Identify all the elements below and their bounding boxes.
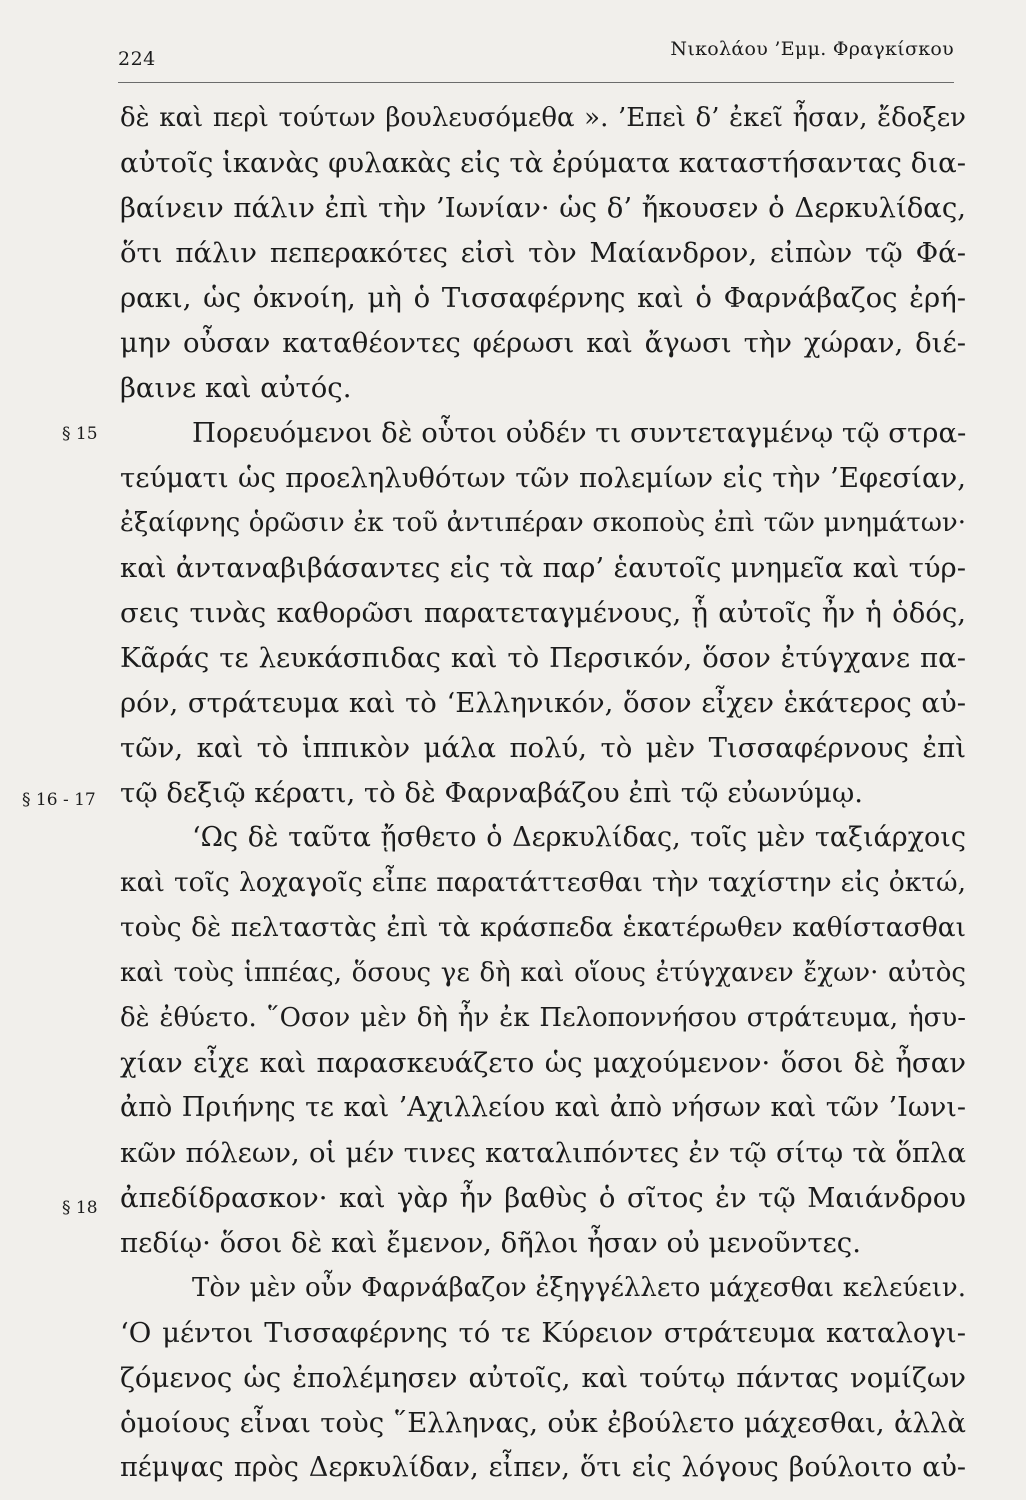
text-line: Πορευόμενοι δὲ οὗτοι οὐδέν τι συντεταγμένῳ τῷ στρα- [192,417,967,449]
text-line: μην οὖσαν καταθέοντες φέρωσι καὶ ἄγωσι τὴν χώραν, διέ- [120,327,966,359]
text-line: ζόμενος ὡς ἐπολέμησεν αὐτοῖς, καὶ τούτῳ πάντας νομίζων [120,1362,966,1394]
text-line: ἐξαίφνης ὁρῶσιν ἐκ τοῦ ἀντιπέραν σκοποὺς ἐπὶ τῶν μνημάτων· [120,508,966,538]
text-line: ἀπὸ Πριήνης τε καὶ ’Αχιλλείου καὶ ἀπὸ νήσων καὶ τῶν ’Ιωνι- [120,1092,966,1123]
text-line: καὶ τοὺς ἱππέας, ὅσους γε δὴ καὶ οἵους ἐτύγχανεν ἔχων· αὐτὸς [120,958,966,988]
text-line: βαινε καὶ αὐτός. [120,372,352,404]
text-line: αὐτοῖς ἱκανὰς φυλακὰς εἰς τὰ ἐρύματα καταστήσαντας δια- [120,147,966,179]
text-line: κῶν πόλεων, οἱ μέν τινες καταλιπόντες ἐν τῷ σίτῳ τὰ ὅπλα [120,1137,966,1169]
section-marker-16-17: § 16 - 17 [22,790,96,810]
page-number: 224 [118,48,156,70]
text-line: δὲ ἐθύετο. ῞Οσον μὲν δὴ ἦν ἐκ Πελοποννήσου στράτευμα, ἡσυ- [120,1003,966,1033]
text-line: τοὺς δὲ πελταστὰς ἐπὶ τὰ κράσπεδα ἑκατέρωθεν καθίστασθαι [120,912,966,943]
text-line: ὁμοίους εἶναι τοὺς ῞Ελληνας, οὐκ ἐβούλετο μάχεσθαι, ἀλλὰ [120,1407,966,1439]
text-line: τῷ δεξιῷ κέρατι, τὸ δὲ Φαρναβάζου ἐπὶ τῷ εὐωνύμῳ. [120,777,864,809]
text-line: πεδίῳ· ὅσοι δὲ καὶ ἔμενον, δῆλοι ἦσαν οὐ μενοῦντες. [120,1227,861,1259]
text-line: πέμψας πρὸς Δερκυλίδαν, εἶπεν, ὅτι εἰς λόγους βούλοιτο αὐ- [120,1452,966,1483]
text-line: ρόν, στράτευμα καὶ τὸ ‘Ελληνικόν, ὅσον εἶχεν ἑκάτερος αὐ- [120,687,966,719]
text-line: χίαν εἶχε καὶ παρασκευάζετο ὡς μαχούμενον· ὅσοι δὲ ἦσαν [120,1047,966,1079]
text-line: ρακι, ὡς ὀκνοίη, μὴ ὁ Τισσαφέρνης καὶ ὁ Φαρνάβαζος ἐρή- [120,282,966,314]
text-line: καὶ ἀνταναβιβάσαντες εἰς τὰ παρ’ ἑαυτοῖς μνημεῖα καὶ τύρ- [120,552,966,584]
text-line: ἀπεδίδρασκον· καὶ γὰρ ἦν βαθὺς ὁ σῖτος ἐν τῷ Μαιάνδρου [120,1182,966,1214]
text-line: Κᾶράς τε λευκάσπιδας καὶ τὸ Περσικόν, ὅσον ἐτύγχανε πα- [120,642,966,674]
section-marker-15: § 15 [62,424,98,444]
page-header [118,36,954,82]
text-line: καὶ τοῖς λοχαγοῖς εἶπε παρατάττεσθαι τὴν ταχίστην εἰς ὀκτώ, [120,867,966,898]
header-rule [118,82,954,83]
text-line: τῶν, καὶ τὸ ἱππικὸν μάλα πολύ, τὸ μὲν Τισσαφέρνους ἐπὶ [120,732,966,764]
text-line: δὲ καὶ περὶ τούτων βουλευσόμεθα ». ’Επεὶ δ’ ἐκεῖ ἦσαν, ἔδοξεν [120,103,966,133]
text-line: Τὸν μὲν οὖν Φαρνάβαζον ἐξηγγέλλετο μάχεσθαι κελεύειν. [192,1273,966,1303]
running-head: Νικολάου ’Εμμ. Φραγκίσκου [670,38,954,60]
text-line: βαίνειν πάλιν ἐπὶ τὴν ’Ιωνίαν· ὡς δ’ ἤκουσεν ὁ Δερκυλίδας, [120,192,966,224]
text-line: ‘Ως δὲ ταῦτα ᾔσθετο ὁ Δερκυλίδας, τοῖς μὲν ταξιάρχοις [192,822,966,853]
text-line: ‘Ο μέντοι Τισσαφέρνης τό τε Κύρειον στράτευμα καταλογι- [120,1317,966,1349]
text-line: ὅτι πάλιν πεπερακότες εἰσὶ τὸν Μαίανδρον, εἰπὼν τῷ Φά- [120,237,966,269]
text-line: σεις τινὰς καθορῶσι παρατεταγμένους, ᾗ αὐτοῖς ἦν ἡ ὁδός, [120,597,966,629]
section-marker-18: § 18 [62,1198,98,1218]
text-line: τεύματι ὡς προεληλυθότων τῶν πολεμίων εἰς τὴν ’Εφεσίαν, [120,462,966,494]
